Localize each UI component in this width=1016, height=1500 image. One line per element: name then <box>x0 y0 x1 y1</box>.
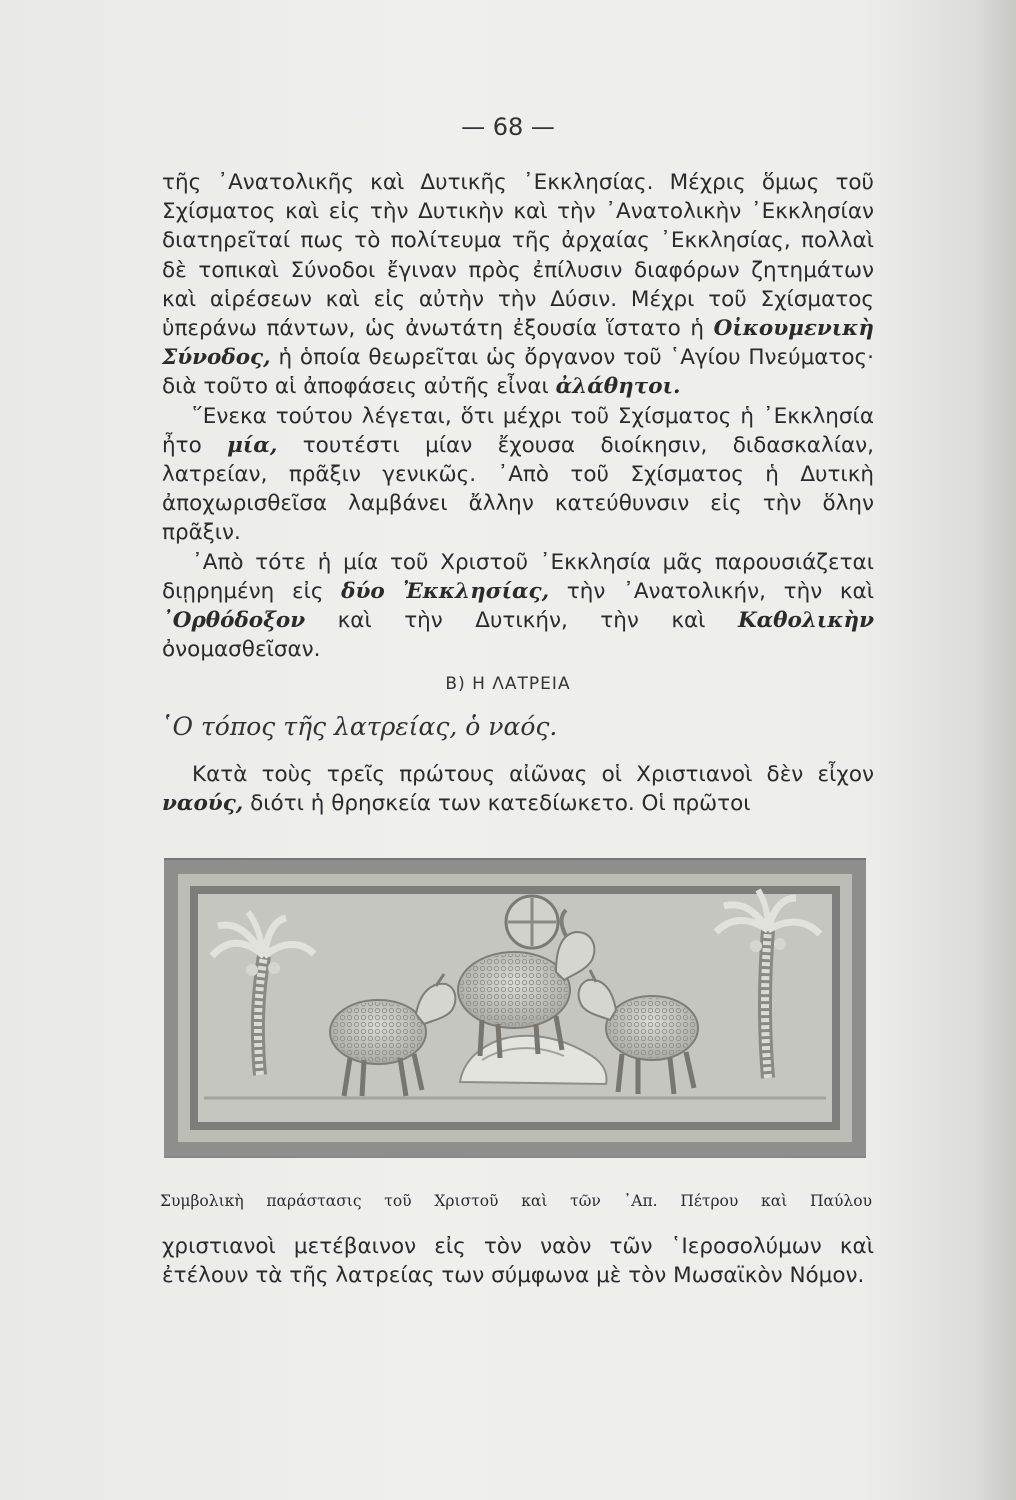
paragraph-2 <box>162 402 874 548</box>
text-block-top <box>162 168 874 664</box>
emphasis-orthodoxon: ᾿Ορθόδοξον <box>162 608 306 634</box>
emphasis-dyo-ekklisias: δύο Ἐκκλησίας, <box>341 578 550 604</box>
relief-image <box>164 860 866 1156</box>
relief-photograph <box>164 858 866 1158</box>
text-run: τὴν ᾿Ανατολικήν, τὴν καὶ <box>549 578 875 604</box>
text-run: ῞Ενεκα τούτου λέγεται, ὅτι μέχρι τοῦ Σχίσματος ἡ ᾿Εκκλησία ἦτο <box>162 403 874 458</box>
emphasis-katholikin: Καθολικὴν <box>737 608 874 634</box>
text-run: ἡ ὁποία θεωρεῖται ὡς ὄργανον τοῦ ῾Αγίου Πνεύματος· διὰ τοῦτο αἱ ἀποφάσεις αὐτῆς εἶναι <box>162 345 874 400</box>
text-block-mid <box>162 760 874 818</box>
emphasis-naous: ναούς, <box>162 791 244 817</box>
text-run: τῆς ᾿Ανατολικῆς καὶ Δυτικῆς ᾿Εκκλησίας. Μέχρις ὅμως τοῦ Σχίσματος καὶ εἰς τὴν Δυτικὴν καὶ τὴν ᾿Ανατολικὴν ᾿Εκκλησίαν διατηρεῖταί πως τὸ πολίτευμα τῆς ἀρχαίας ᾿Εκκλησίας, πολλαὶ δὲ τοπικαὶ Σύνοδοι ἔγιναν πρὸς ἐπίλυσιν διαφόρων ζητημάτων καὶ αἱρέσεων καὶ εἰς αὐτὴν τὴν Δύσιν. Μέχρι τοῦ Σχίσματος ὑπεράνω πάντων, ὡς ἀνωτάτη ἐξουσία ἵστατο ἡ <box>162 170 874 342</box>
paragraph-3 <box>162 548 874 665</box>
emphasis-mia: μία, <box>227 432 278 458</box>
text-run: χριστιανοὶ μετέβαινον εἰς τὸν ναὸν τῶν ῾Ιεροσολύμων καὶ ἐτέλουν τὰ τῆς λατρείας των σύμφωνα μὲ τὸν Μωσαϊκὸν Νόμον. <box>162 1234 874 1289</box>
text-run: ᾿Απὸ τότε ἡ μία τοῦ Χριστοῦ ᾿Εκκλησία μᾶς παρουσιάζεται διῃρημένη εἰς <box>162 549 874 604</box>
emphasis-oikoumeniki-synodos: Οἰκουμενικὴ Σύνοδος, <box>162 316 874 371</box>
text-run: ὀνομασθεῖσαν. <box>162 637 321 663</box>
emphasis-alathitoi: ἀλάθητοι. <box>555 374 681 400</box>
text-run: τουτέστι μίαν ἔχουσα διοίκησιν, διδασκαλίαν, λατρείαν, πρᾶξιν γενικῶς. ᾿Απὸ τοῦ Σχίσματος ἡ Δυτικὴ ἀποχωρισθεῖσα λαμβάνει ἄλλην κατεύθυνσιν εἰς τὴν ὅλην πρᾶξιν. <box>162 432 874 546</box>
section-heading: Β) Η ΛΑΤΡΕΙΑ <box>445 674 571 694</box>
text-run: καὶ τὴν Δυτικήν, τὴν καὶ <box>305 608 738 634</box>
figure-caption: Συμβολικὴ παράστασις τοῦ Χριστοῦ καὶ τῶν ᾿Απ. Πέτρου καὶ Παύλου <box>160 1192 872 1210</box>
paragraph-1 <box>162 168 874 402</box>
paragraph-4 <box>162 760 874 818</box>
page-number: — 68 — <box>461 113 555 141</box>
text-run: διότι ἡ θρησκεία των κατεδίωκετο. Οἱ πρῶτοι <box>243 791 751 817</box>
subheading: ῾Ο τόπος τῆς λατρείας, ὁ ναός. <box>160 712 558 741</box>
text-block-bottom <box>162 1232 874 1290</box>
paragraph-5 <box>162 1232 874 1290</box>
text-run: Κατὰ τοὺς τρεῖς πρώτους αἰῶνας οἱ Χριστιανοὶ δὲν εἶχον <box>192 762 874 787</box>
